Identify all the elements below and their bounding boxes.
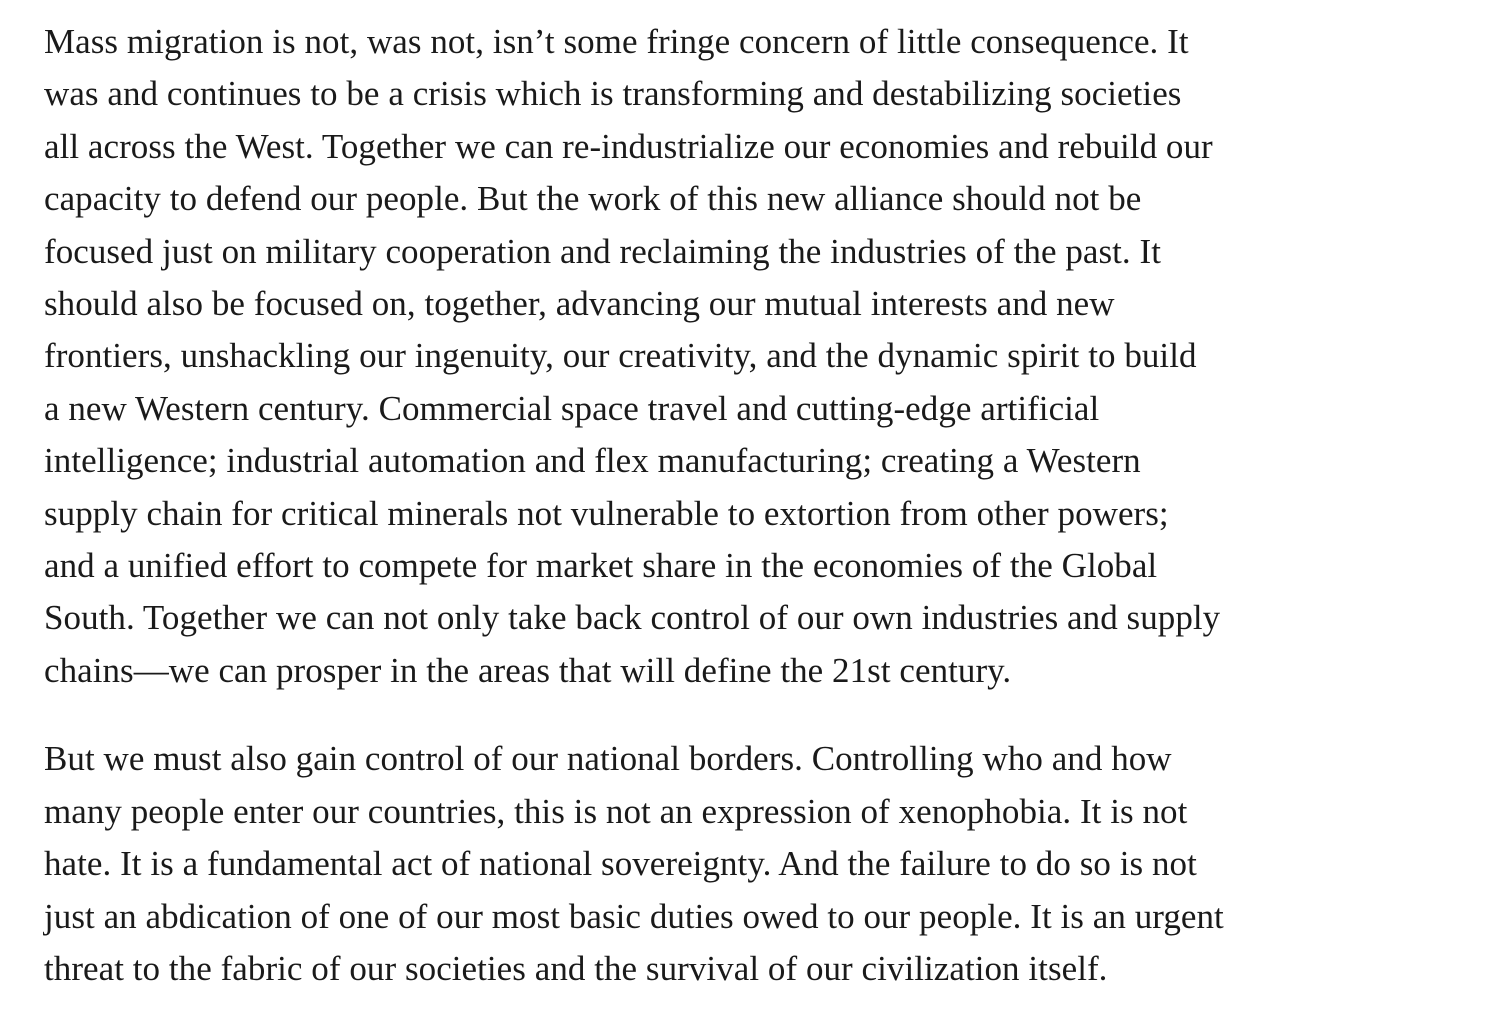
- text-line: was and continues to be a crisis which is transforming and destabilizing societies: [44, 74, 1182, 114]
- text-line: threat to the fabric of our societies and the survival of our civilization itself.: [44, 948, 1108, 988]
- text-line: just an abdication of one of our most basic duties owed to our people. It is an urgent: [44, 896, 1224, 936]
- text-line: should also be focused on, together, advancing our mutual interests and new: [44, 284, 1115, 324]
- text-line: all across the West. Together we can re-industrialize our economies and rebuild our: [44, 126, 1213, 166]
- paragraph-2: [44, 733, 1464, 995]
- text-line: capacity to defend our people. But the work of this new alliance should not be: [44, 179, 1142, 219]
- text-line: focused just on military cooperation and reclaiming the industries of the past. It: [44, 231, 1162, 271]
- text-line: many people enter our countries, this is not an expression of xenophobia. It is not: [44, 791, 1188, 831]
- text-line: a new Western century. Commercial space travel and cutting-edge artificial: [44, 388, 1100, 428]
- text-line: South. Together we can not only take back control of our own industries and supply: [44, 598, 1221, 638]
- text-line: Mass migration is not, was not, isn’t some fringe concern of little consequence. It: [44, 22, 1189, 61]
- article-body: [44, 16, 1464, 995]
- text-line: and a unified effort to compete for market share in the economies of the Global: [44, 546, 1158, 586]
- paragraph-1: [44, 16, 1464, 697]
- text-line: But we must also gain control of our national borders. Controlling who and how: [44, 739, 1172, 779]
- text-line: hate. It is a fundamental act of national sovereignty. And the failure to do so is not: [44, 844, 1197, 884]
- text-line: supply chain for critical minerals not vulnerable to extortion from other powers;: [44, 493, 1169, 533]
- text-line: frontiers, unshackling our ingenuity, our creativity, and the dynamic spirit to build: [44, 336, 1197, 376]
- text-line: chains—we can prosper in the areas that will define the 21st century.: [44, 650, 1012, 690]
- text-line: intelligence; industrial automation and flex manufacturing; creating a Western: [44, 441, 1141, 481]
